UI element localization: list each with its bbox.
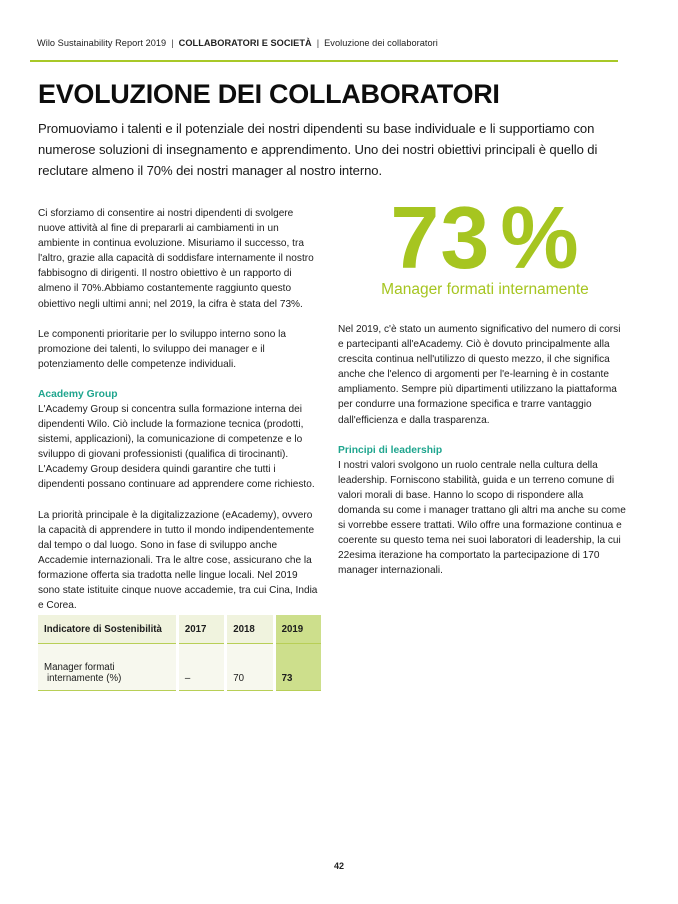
body-paragraph: Ci sforziamo di consentire ai nostri dipendenti di svolgere nuove attività al fine di prepararli ai cambiamenti in un ambiente in continua evoluzione. Misuriamo il successo, tra l'altro, grazie alla capacità di soddisfare internamente il nostro fabbisogno di dirigenti. Il nostro obiettivo è un rapporto di almeno il 70%.Abbiamo costantemente raggiunto questo obiettivo negli ultimi anni; nel 2019, la cifra è stata del 73%. <box>38 208 314 310</box>
header-rule <box>30 60 618 62</box>
column-header-2017: 2017 <box>177 615 225 644</box>
kpi-callout <box>340 188 630 300</box>
body-paragraph: La priorità principale è la digitalizzazione (eAcademy), ovvero la capacità di apprendere in tutto il mondo indipendentemente dal tempo o dal luogo. Sono in fase di sviluppo anche Accademie internazionali. Tra le altre cose, assicurano che la formazione offerta sia tradotta nelle lingue locali. Nel 2019 sono state istituite cinque nuove accademie, tra cui Cina, India e Corea. <box>38 509 318 612</box>
body-paragraph: Nel 2019, c'è stato un aumento significativo del numero di corsi e partecipanti all'eAcademy. Ciò è dovuto principalmente alla crescita continua nell'utilizzo di questo mezzo, il che significa anche che l'elenco di argomenti per l'e-learning è in costante ampliamento. Sempre più dipartimenti utilizzano la piattaforma per condurre una formazione specifica e trarre vantaggio dall'efficienza e dalla trasparenza. <box>338 324 621 426</box>
table-header-row <box>38 615 321 644</box>
report-name: Wilo Sustainability Report 2019 <box>37 38 167 48</box>
page-title: EVOLUZIONE DEI COLLABORATORI <box>38 79 500 109</box>
row-label-line: Manager formati <box>44 662 115 673</box>
kpi-number: 73 <box>390 188 491 287</box>
cell-2019: 73 <box>274 644 321 691</box>
cell-2018: 70 <box>226 644 274 691</box>
column-header-indicator: Indicatore di Sostenibilità <box>38 615 177 644</box>
header-separator: | <box>171 38 174 48</box>
leadership-heading: Principi di leadership <box>338 444 443 456</box>
body-paragraph: L'Academy Group si concentra sulla formazione interna dei dipendenti Wilo. Ciò include la formazione tecnica (prodotti, sistemi, applicazioni), la comunicazione di competenze e lo sviluppo di giovani professionisti (qualifica di tirocinanti). L'Academy Group desidera quindi garantire che tutti i dipendenti possano continuare ad apprendere come richiesto. <box>38 403 315 491</box>
body-paragraph: I nostri valori svolgono un ruolo centrale nella cultura della leadership. Forniscono stabilità, guida e un terreno comune di valori morali di base. Hanno lo scopo di rispondere alla domanda su come i manager trattano gli altri ma anche su come si vorrebbe essere trattati. Wilo offre una formazione continua e coerente su questo tema nei suoi laboratori di leadership, la cui 22esima iterazione ha comportato la partecipazione di 170 manager internazionali. <box>338 459 626 577</box>
academy-group-heading: Academy Group <box>38 388 118 400</box>
kpi-label: Manager formati internamente <box>381 281 589 298</box>
column-header-2018: 2018 <box>226 615 274 644</box>
page-number: 42 <box>333 861 344 871</box>
lead-paragraph: Promuoviamo i talenti e il potenziale dei nostri dipendenti su base individuale e li supportiamo con numerose soluzioni di insegnamento e apprendimento. Uno dei nostri obiettivi principali è quello di reclutare almeno il 70% dei nostri manager al nostro interno. <box>38 121 598 178</box>
section-name: COLLABORATORI E SOCIETÀ <box>178 38 312 48</box>
running-header <box>37 38 438 48</box>
right-column <box>338 322 628 593</box>
cell-2017: – <box>177 644 225 691</box>
column-header-2019: 2019 <box>274 615 321 644</box>
sustainability-indicator-table <box>38 615 321 691</box>
header-separator: | <box>316 38 320 48</box>
kpi-unit: % <box>500 188 580 287</box>
left-column <box>38 206 320 628</box>
row-label-line: internamente (%) <box>47 673 122 684</box>
row-label <box>38 644 177 691</box>
body-paragraph: Le componenti prioritarie per lo sviluppo interno sono la promozione dei talenti, lo sviluppo dei manager e il potenziamento delle competenze individuali. <box>38 328 287 370</box>
subsection-name: Evoluzione dei collaboratori <box>324 38 438 48</box>
kpi-value <box>340 188 630 287</box>
table-row <box>38 644 321 691</box>
